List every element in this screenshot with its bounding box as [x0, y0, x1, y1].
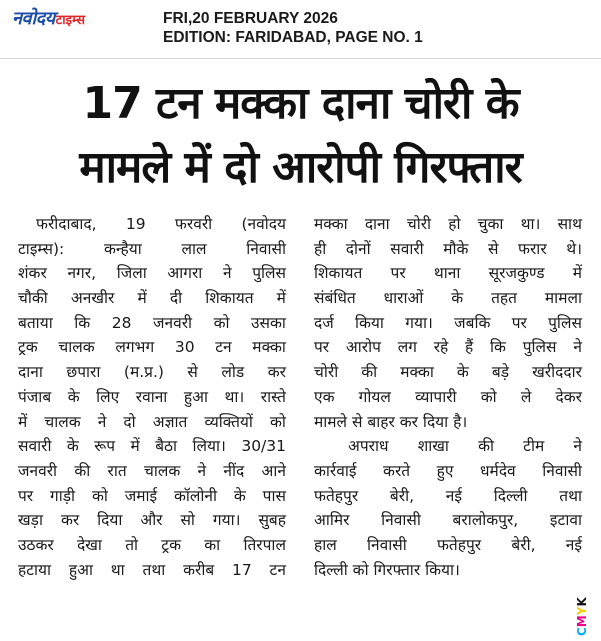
- article-line: में चालक ने दो अज्ञात व्यक्तियों को: [18, 412, 286, 431]
- masthead: [0, 0, 601, 58]
- newspaper-logo: [12, 6, 152, 30]
- article-line: जनवरी की रात चालक ने नींद आने: [18, 461, 286, 480]
- article-line: कार्रवाई करते हुए धर्मदेव निवासी: [314, 461, 582, 480]
- headline-line-1: 17 टन मक्का दाना चोरी के: [82, 78, 519, 129]
- article-line: पंजाब के लिए रवाना हुआ था। रास्ते: [18, 387, 286, 406]
- cmyk-label: CMYK: [575, 597, 589, 636]
- headline-line-2: मामले में दो आरोपी गिरफ्तार: [79, 142, 522, 193]
- headline: [0, 72, 601, 200]
- article-line: मामले से बाहर कर दिया है।: [314, 412, 468, 431]
- masthead-divider: [0, 58, 601, 59]
- article-line: पर आरोप लग रहे हैं कि पुलिस ने: [314, 338, 582, 357]
- article-line: ट्रक चालक लगभग 30 टन मक्का: [18, 338, 286, 357]
- article-line: बताया कि 28 जनवरी को उसका: [18, 313, 286, 332]
- article-line: एक गोयल व्यापारी को ले देकर: [314, 387, 582, 406]
- article-line: सवारी के रूप में बैठा लिया। 30/31: [18, 437, 286, 456]
- article-line: टाइम्स): कन्हैया लाल निवासी: [18, 239, 286, 258]
- article-line: शिकायत पर थाना सूरजकुण्ड में: [314, 264, 582, 283]
- article-line: पर गाड़ी को जमाई कॉलोनी के पास: [18, 486, 286, 505]
- article-line: दाना छपारा (म.प्र.) से लोड कर: [18, 363, 286, 382]
- article-column-left: [18, 212, 286, 582]
- logo-sub-text: टाइम्स: [55, 13, 85, 28]
- article-line: आमिर निवासी बरालोकपुर, इटावा: [314, 511, 582, 530]
- publication-date: FRI,20 FEBRUARY 2026: [163, 10, 338, 27]
- article-line: हटाया हुआ था तथा करीब 17 टन: [18, 560, 286, 579]
- article-line: दिल्ली को गिरफ्तार किया।: [314, 560, 460, 579]
- article-line: चौकी अनखीर में दी शिकायत में: [18, 289, 286, 308]
- article-line: ही दोनों सवारी मौके से फरार थे।: [314, 239, 582, 258]
- cmyk-print-mark: [572, 590, 594, 636]
- article-column-right: [314, 212, 582, 582]
- article-line: दर्ज किया गया। जबकि पर पुलिस: [314, 313, 582, 332]
- article-line: चोरी की मक्का के बड़े खरीददार: [314, 363, 582, 382]
- article-line: फतेहपुर बेरी, नई दिल्ली तथा: [314, 486, 582, 505]
- article-line: उठकर देखा तो ट्रक का तिरपाल: [18, 535, 286, 554]
- article-line: खड़ा कर दिया और सो गया। सुबह: [18, 511, 286, 530]
- article-line: मक्का दाना चोरी हो चुका था। साथ: [314, 215, 582, 233]
- article-line: फरीदाबाद, 19 फरवरी (नवोदय: [36, 215, 286, 233]
- article-line: शंकर नगर, जिला आगरा ने पुलिस: [18, 264, 286, 283]
- article-line: हाल निवासी फतेहपुर बेरी, नई: [314, 535, 582, 554]
- article-line: अपराध शाखा की टीम ने: [348, 437, 582, 456]
- edition-page: EDITION: FARIDABAD, PAGE NO. 1: [163, 29, 423, 46]
- edition-info: [163, 9, 423, 47]
- article-line: संबंधित धाराओं के तहत मामला: [314, 289, 582, 308]
- logo-main-text: नवोदय: [12, 8, 55, 29]
